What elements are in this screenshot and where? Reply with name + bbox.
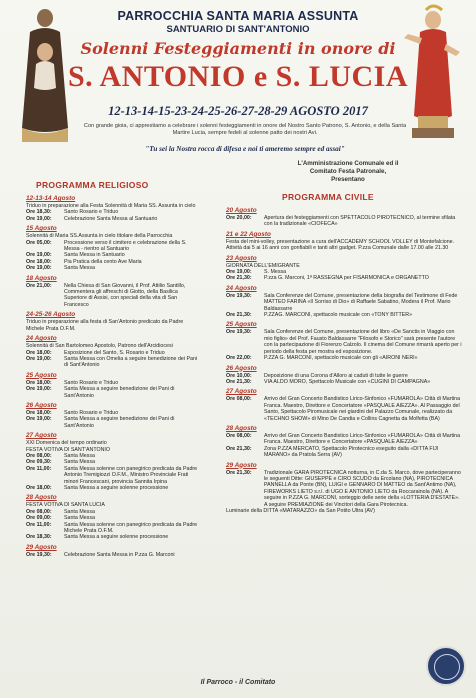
program-event: Santa Messa solenne con panegirico predicata da Padre Michele Prata O.F.M. (64, 521, 198, 535)
program-event: Santa Messa a seguire solenne processione (64, 534, 169, 541)
program-event: Santo Rosario e Triduo (64, 379, 119, 386)
program-entry (226, 312, 464, 318)
sanctuary-subtitle: SANTUARIO DI SANT'ANTONIO (166, 24, 310, 35)
program-event: Nella Chiesa di San Giovanni, il Prof. Attilio Santillo, Commentera gli affreschi di Giotto, della Basilica Superiore di Assisi, con speciali della vita di San Francesco (64, 282, 186, 308)
program-entry (26, 552, 202, 558)
program-entry (226, 446, 464, 459)
religious-program-heading: PROGRAMMA RELIGIOSO (36, 180, 149, 190)
program-event: Santa Messa con Omelia a seguire benedizione dei Pani di Sant'Antonio (64, 355, 198, 369)
program-time: Ore 22,00: (226, 355, 252, 362)
program-event: Sala Conferenze del Comune, presentazione del libro «De Sanctis in Viaggio con mio figlio» del Prof. Fausto Baldassarre "Filosofo e Storico" sarà presente l'autore con la partecipazione di Fiorenzo Calzolo. Il cinema del Comune rimarrà aperto per i periodo della festa per mostra ed esposizione. (264, 329, 462, 355)
program-note: Triduo in preparazione alla Festa Solennità di Maria SS. Assunta in cielo (26, 203, 196, 209)
program-date: 28 Agosto (226, 424, 257, 432)
program-entry (26, 534, 202, 540)
program-event: S. Messa (264, 269, 287, 276)
program-entry (26, 416, 202, 429)
civil-program-heading: PROGRAMMA CIVILE (282, 192, 374, 202)
program-event: Deposizione di una Corona d'Alloro ai caduti di tutte le guerre (264, 372, 408, 379)
program-time: Ore 21,30: (226, 275, 252, 282)
program-date: 21 e 22 Agosto (226, 230, 271, 238)
program-entry (226, 470, 464, 508)
feast-heading: Solenni Festeggiamenti in onore di (80, 39, 396, 58)
program-entry (26, 356, 202, 369)
program-note: Solennità di San Bartolomeo Apostolo, Patrono dell'Arcidiocesi (26, 343, 173, 350)
poster-footer: Il Parroco - il Comitato (200, 679, 276, 686)
program-time: Ore 21,30: (226, 445, 252, 452)
program-time: Ore 21,30: (226, 378, 252, 385)
program-entry (26, 240, 202, 253)
program-date: 25 Agosto (226, 321, 257, 329)
program-time: Ore 18,00: (26, 379, 52, 386)
program-event: Santa Messa (64, 515, 95, 522)
program-event: Tradizionale GARA PIROTECNICA notturna, in C.da S. Marco, dove parteciperanno le seguenti Ditte: GIUSEPPE e CIRO SCUDO da Ercolano (NA), PIROTECNICA PANNELLA da Ponte (BN), LUIGI e GENNARO DI MATTEO da Sant'Antimo (NA), FIREWORKS LIETO s.r.l. di UGO E ANTONIO LIETO da Roccarainola (NA). A seguire in P.ZZA G. MARCONI, sorteggio delle serie della «LOTTERIA D'ESTATE». A seguire PREMIAZIONE dei Vincitori della Gara Pirotecnica. (264, 469, 461, 508)
program-note: GIORNATA DELL'EMIGRANTE (226, 262, 300, 269)
program-entry (226, 275, 464, 281)
program-entry (226, 355, 464, 361)
program-date: 15 Agosto (26, 225, 57, 233)
program-time: Ore 18,00: (26, 409, 52, 416)
program-date: 23 Agosto (226, 254, 257, 262)
program-time: Ore 19,30: (226, 292, 252, 299)
program-event: Pia Pratica della cento Ave Maria (64, 258, 142, 265)
program-event: Santa Messa (64, 459, 95, 466)
program-event: Arrivo del Gran Concerto Bandistico Lirico-Sinfonico «FUMAROLA» Città di Martina Franca. Maestro, Direttore e Concertatore «PASQUALE AIEZZA» (264, 432, 461, 446)
program-time: Ore 19,00: (26, 416, 52, 423)
program-event: Santa Messa (64, 508, 95, 515)
comitato-seal-icon (426, 646, 466, 686)
program-note: XXI Domenica del tempo ordinario (26, 440, 107, 447)
program-date: 24-25-26 Agosto (26, 311, 76, 319)
program-time: Ore 20,00: (226, 215, 252, 221)
program-time: Ore 11,00: (26, 521, 52, 528)
program-time: Ore 08,00: (226, 396, 252, 403)
program-note: Triduo in preparazione alla festa di San'Antonio predicato da Padre Michele Prata O.F.M. (26, 319, 184, 332)
program-entry (226, 396, 464, 422)
program-note: FESTA VOTIVA DI SANTA LUCIA (26, 502, 105, 509)
program-date: 28 Agosto (26, 494, 57, 502)
program-time: Ore 19,30: (226, 329, 252, 336)
program-entry (26, 485, 202, 491)
program-date: 26 Agosto (26, 401, 57, 409)
program-entry (226, 433, 464, 446)
program-time: Ore 11,00: (26, 465, 52, 472)
program-date: 27 Agosto (26, 432, 57, 440)
program-event: Esposizione del Santo, S. Rosario e Triduo (64, 349, 165, 356)
program-time: Ore 21,30: (226, 469, 252, 476)
program-event: Santa Messa a seguire benedizione dei Pani di Sant'Antonio (64, 416, 175, 429)
program-time: Ore 10,00: (226, 372, 252, 379)
program-date: 27 Agosto (226, 388, 257, 396)
program-event: Santa Messa in Santuario (64, 252, 125, 259)
program-event: P.zza G. Marconi, 1ª RASSEGNA per FISARMONICA e ORGANETTO (264, 275, 429, 282)
program-time: Ore 08,00: (26, 508, 52, 515)
program-entry (26, 216, 202, 222)
program-time: Ore 21,30: (226, 312, 252, 319)
program-date: 24 Agosto (226, 284, 257, 292)
program-event: Santa Messa solenne con panegirico predicata da Padre Antonio Tremigiozzi O.F.M., Ministro Provinciale Frati minori Francescani, provincia Sannita Irpina (64, 465, 198, 485)
program-event: P.ZZA G. MARCONI, spettacolo musicale con gli «AIRONI NERI» (264, 355, 418, 362)
program-time: Ore 18,00: (26, 349, 52, 356)
program-date: 18 Agosto (26, 274, 57, 282)
program-entry (26, 522, 202, 535)
program-time: Ore 19,00: (26, 215, 52, 222)
program-time: Ore 19,00: (26, 252, 52, 259)
motto-text: "Tu sei la Nostra rocca di difesa e noi ti ameremo sempre ed assai" (145, 145, 345, 153)
admin-line-2: Comitato Festa Patronale, (309, 168, 387, 175)
program-event: Santa Messa a seguire benedizione dei Pani di Sant'Antonio (64, 386, 175, 399)
program-event: Sala Conferenze del Comune, presentazione della biografia del Testimone di Fede MATTEO FARINA «Il Sorriso di Dio» di Raffaele Sabatino, Modera il Prof. Mario Baldassarre (264, 292, 458, 312)
program-event: Arrivo del Gran Concerto Bandistico Lirico-Sinfonico «FUMAROLA» Città di Martina Franca. Maestro, Direttore e Concertatore «PASQUALE AIEZZA». Al Passaggio del Santo, Spettacolo Piromusicale nei giardini del Palazzo Comunale, realizzato da «TECHNO SHOW» di Mino De Candia e Collins Cagnetta da Molfetta (BA) (264, 396, 461, 422)
program-time: Ore 19,30: (26, 551, 52, 558)
program-date: 26 Agosto (226, 364, 257, 372)
program-entry (226, 293, 464, 312)
program-note: Festa del mini-volley, presentazione a cura dell'ACCADEMY SCHOOL VOLLEY di Montefalcione. Attività dai 5 ai 16 anni con gonfiabili e tanti altri gadget. P.zza Comunale dalle 17.00 alle 21.30 (226, 238, 455, 252)
program-time: Ore 09,30: (26, 459, 52, 466)
program-event: Santo Rosario e Triduo (64, 209, 119, 216)
program-time: Ore 18,30: (26, 209, 52, 216)
program-event: Santo Rosario e Triduo (64, 409, 119, 416)
program-event: Processione verso il cimitero e celebrazione della S. Messa - rientro al Santuario (64, 239, 187, 253)
program-time: Ore 18,00: (26, 485, 52, 491)
program-entry (226, 215, 464, 228)
program-note: Solennità di Maria SS.Assunta in cielo titolare della Parrocchia (26, 233, 173, 240)
program-date: 12-13-14 Agosto (26, 195, 76, 202)
program-entry (26, 466, 202, 485)
religious-program-column (26, 192, 202, 558)
program-event: Santa Messa (64, 452, 95, 459)
program-date: 20 Agosto (226, 207, 257, 214)
program-event: P.ZZAG. MARCONI, spettacolo musicale con «TONY BITTER» (264, 312, 413, 319)
program-entry (26, 265, 202, 271)
program-time: Ore 09,00: (26, 515, 52, 522)
program-event: Celebrazione Santa Messa al Santuario (64, 215, 158, 222)
program-time: Ore 19,00: (226, 269, 252, 276)
program-event: Zona P.ZZA MERCATO, Spettacolo Pirotecnico eseguito dalla «DITTA FIJI MARANO» da Pratola Serra (AV) (264, 445, 439, 459)
admin-line-1: L'Amministrazione Comunale ed il (297, 160, 399, 167)
admin-line-3: Presentano (331, 176, 365, 183)
parish-title: PARROCCHIA SANTA MARIA ASSUNTA (117, 9, 359, 23)
program-time: Ore 19,00: (26, 265, 52, 272)
program-entry (226, 379, 464, 385)
intro-text: Con grande gioia, ci apprestiamo a celebrare i solenni festeggiamenti in onore del Nostro Santo Patrono, S. Antonio, e della Santa Martire Lucia, sempre fedeli al solenne patto dei nostri Avi. (83, 123, 407, 136)
program-event: VIA ALDO MORO, Spettacolo Musicale con «CUGINI DI CAMPAGNA» (264, 378, 431, 385)
program-entry (26, 283, 202, 309)
program-event: Celebrazione Santa Messa in P.zza G. Marconi (64, 551, 175, 558)
program-time: Ore 21,00: (26, 282, 52, 289)
saints-heading: S. ANTONIO e S. LUCIA (67, 60, 409, 93)
program-date: 25 Agosto (26, 371, 57, 379)
program-note: Luminarie della DITTA «MATARAZZO» da San Potito Ultra (AV) (226, 508, 375, 514)
program-event: Santa Messa a seguire solenne processione (64, 485, 169, 491)
program-time: Ore 19,00: (26, 355, 52, 362)
program-date: 29 Agosto (226, 461, 257, 469)
program-event: Santa Messa (64, 265, 95, 272)
administration-note (248, 160, 448, 184)
program-time: Ore 18,00: (26, 258, 52, 265)
program-time: Ore 18,30: (26, 534, 52, 541)
program-date: 29 Agosto (26, 543, 57, 551)
feast-dates: 12-13-14-15-23-24-25-26-27-28-29 AGOSTO 2017 (108, 104, 368, 118)
program-time: Ore 19,00: (26, 386, 52, 393)
program-entry (226, 329, 464, 355)
program-event: Apertura dei festeggiamenti con SPETTACOLO PIROTECNICO, al termine sfilata con la tradizionale «CIOFECA» (264, 215, 456, 228)
program-time: Ore 05,00: (26, 239, 52, 246)
civil-program-column (226, 204, 464, 514)
program-date: 24 Agosto (26, 335, 57, 343)
program-note: FESTA VOTIVA DI SANT'ANTONIO (26, 446, 111, 453)
program-entry (26, 386, 202, 399)
program-time: Ore 08,00: (226, 432, 252, 439)
program-time: Ore 08,00: (26, 452, 52, 459)
